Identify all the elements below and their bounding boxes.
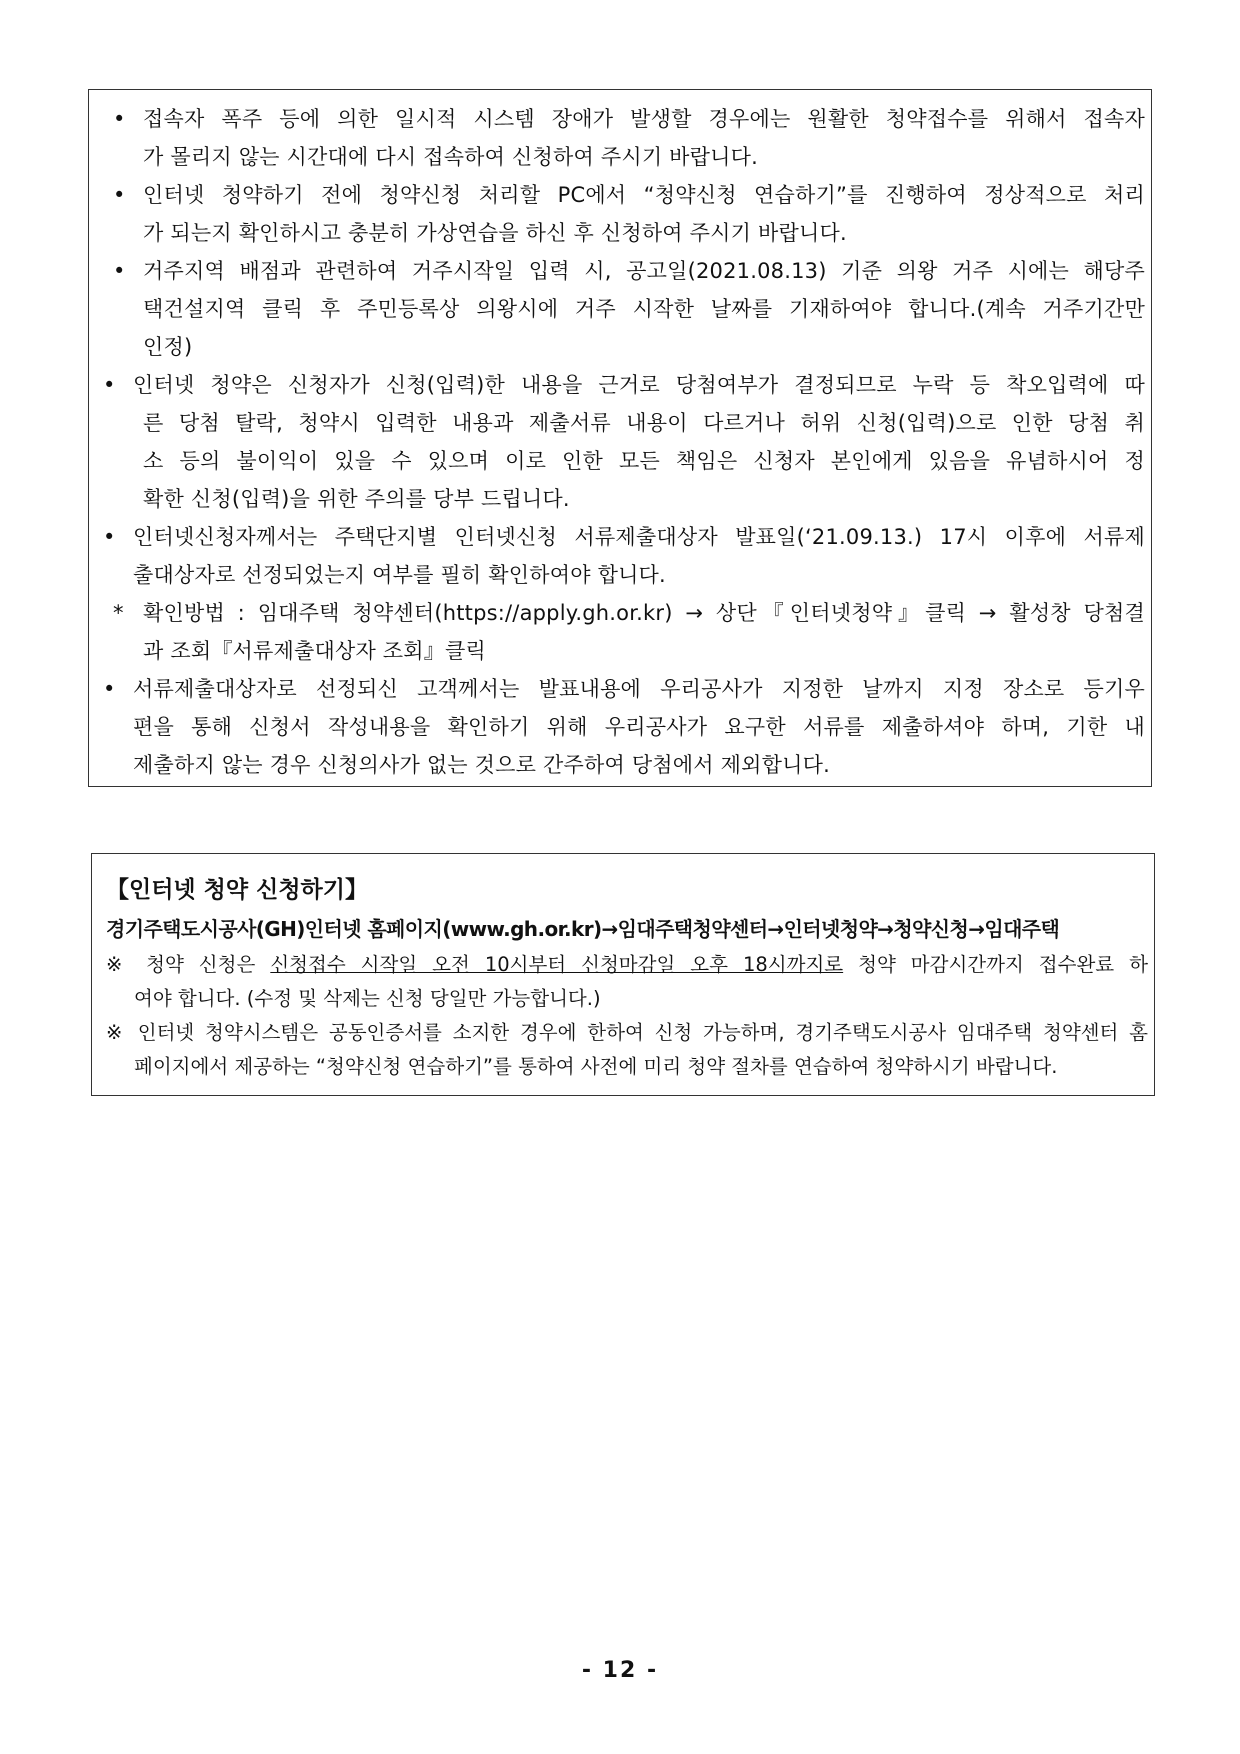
internet-application-box bbox=[91, 853, 1155, 1096]
notice-line: 가 몰리지 않는 시간대에 다시 접속하여 신청하여 주시기 바랍니다. bbox=[143, 145, 758, 169]
notice-line: • 서류제출대상자로 선정되신 고객께서는 발표내용에 우리공사가 지정한 날까지 지정 장소로 등기우 bbox=[103, 670, 1145, 708]
asterisk-mark: * bbox=[113, 601, 124, 625]
notice-line: 인정) bbox=[143, 335, 193, 359]
bullet: • bbox=[113, 259, 126, 283]
notice-line: 제출하지 않는 경우 신청의사가 없는 것으로 간주하여 당첨에서 제외합니다. bbox=[133, 753, 830, 777]
bullet: • bbox=[103, 677, 116, 701]
note-line: ※ 청약 신청은 신청접수 시작일 오전 10시부터 신청마감일 오후 18시까지로 청약 마감시간까지 접수완료 하 bbox=[106, 953, 1148, 976]
reference-mark: ※ bbox=[106, 1021, 127, 1044]
page-number: - 12 - bbox=[581, 1658, 659, 1683]
notice-line: • 거주지역 배점과 관련하여 거주시작일 입력 시, 공고일(2021.08.13) 기준 의왕 거주 시에는 해당주 bbox=[103, 252, 1145, 290]
bullet: • bbox=[103, 373, 116, 397]
notice-line: 확한 신청(입력)을 위한 주의를 당부 드립니다. bbox=[143, 487, 570, 511]
bullet: • bbox=[103, 525, 116, 549]
notice-box bbox=[88, 89, 1152, 787]
notice-line: 편을 통해 신청서 작성내용을 확인하기 위해 우리공사가 요구한 서류를 제출하셔야 하며, 기한 내 bbox=[133, 715, 1145, 739]
reference-mark: ※ bbox=[106, 953, 132, 976]
bullet: • bbox=[113, 107, 126, 131]
notice-line: • 인터넷 청약하기 전에 청약신청 처리할 PC에서 “청약신청 연습하기”를 진행하여 정상적으로 처리 bbox=[103, 176, 1145, 214]
notice-line: 른 당첨 탈락, 청약시 입력한 내용과 제출서류 내용이 다르거나 허위 신청(입력)으로 인한 당첨 취 bbox=[143, 411, 1145, 435]
bullet: • bbox=[113, 183, 126, 207]
note-line: ※ 인터넷 청약시스템은 공동인증서를 소지한 경우에 한하여 신청 가능하며, 경기주택도시공사 임대주택 청약센터 홈 bbox=[106, 1021, 1148, 1044]
notice-line: • 인터넷신청자께서는 주택단지별 인터넷신청 서류제출대상자 발표일(‘21.09.13.) 17시 이후에 서류제 bbox=[103, 518, 1145, 556]
notice-line: • 인터넷 청약은 신청자가 신청(입력)한 내용을 근거로 당첨여부가 결정되므로 누락 등 착오입력에 따 bbox=[103, 366, 1145, 404]
note-line: 여야 합니다. (수정 및 삭제는 신청 당일만 가능합니다.) bbox=[134, 987, 601, 1010]
note-line: 페이지에서 제공하는 “청약신청 연습하기”를 통하여 사전에 미리 청약 절차를 연습하여 청약하시기 바랍니다. bbox=[134, 1055, 1058, 1078]
navigation-path: 경기주택도시공사(GH)인터넷 홈페이지(www.gh.or.kr)→임대주택청약센터→인터넷청약→청약신청→임대주택 bbox=[106, 917, 1060, 941]
notice-line: • 접속자 폭주 등에 의한 일시적 시스템 장애가 발생할 경우에는 원활한 청약접수를 위해서 접속자 bbox=[103, 100, 1145, 138]
underlined-period: 신청접수 시작일 오전 10시부터 신청마감일 오후 18시까지로 bbox=[270, 953, 844, 976]
notice-line: * 확인방법 : 임대주택 청약센터(https://apply.gh.or.kr) → 상단『인터넷청약』클릭 → 활성창 당첨결 bbox=[103, 594, 1145, 632]
notice-line: 과 조회『서류제출대상자 조회』클릭 bbox=[143, 639, 486, 663]
section-title: 【인터넷 청약 신청하기】 bbox=[106, 877, 368, 903]
notice-line: 택건설지역 클릭 후 주민등록상 의왕시에 거주 시작한 날짜를 기재하여야 합니다.(계속 거주기간만 bbox=[143, 297, 1145, 321]
notice-line: 출대상자로 선정되었는지 여부를 필히 확인하여야 합니다. bbox=[133, 563, 666, 587]
notice-line: 가 되는지 확인하시고 충분히 가상연습을 하신 후 신청하여 주시기 바랍니다. bbox=[143, 221, 847, 245]
notice-line: 소 등의 불이익이 있을 수 있으며 이로 인한 모든 책임은 신청자 본인에게 있음을 유념하시어 정 bbox=[143, 449, 1145, 473]
